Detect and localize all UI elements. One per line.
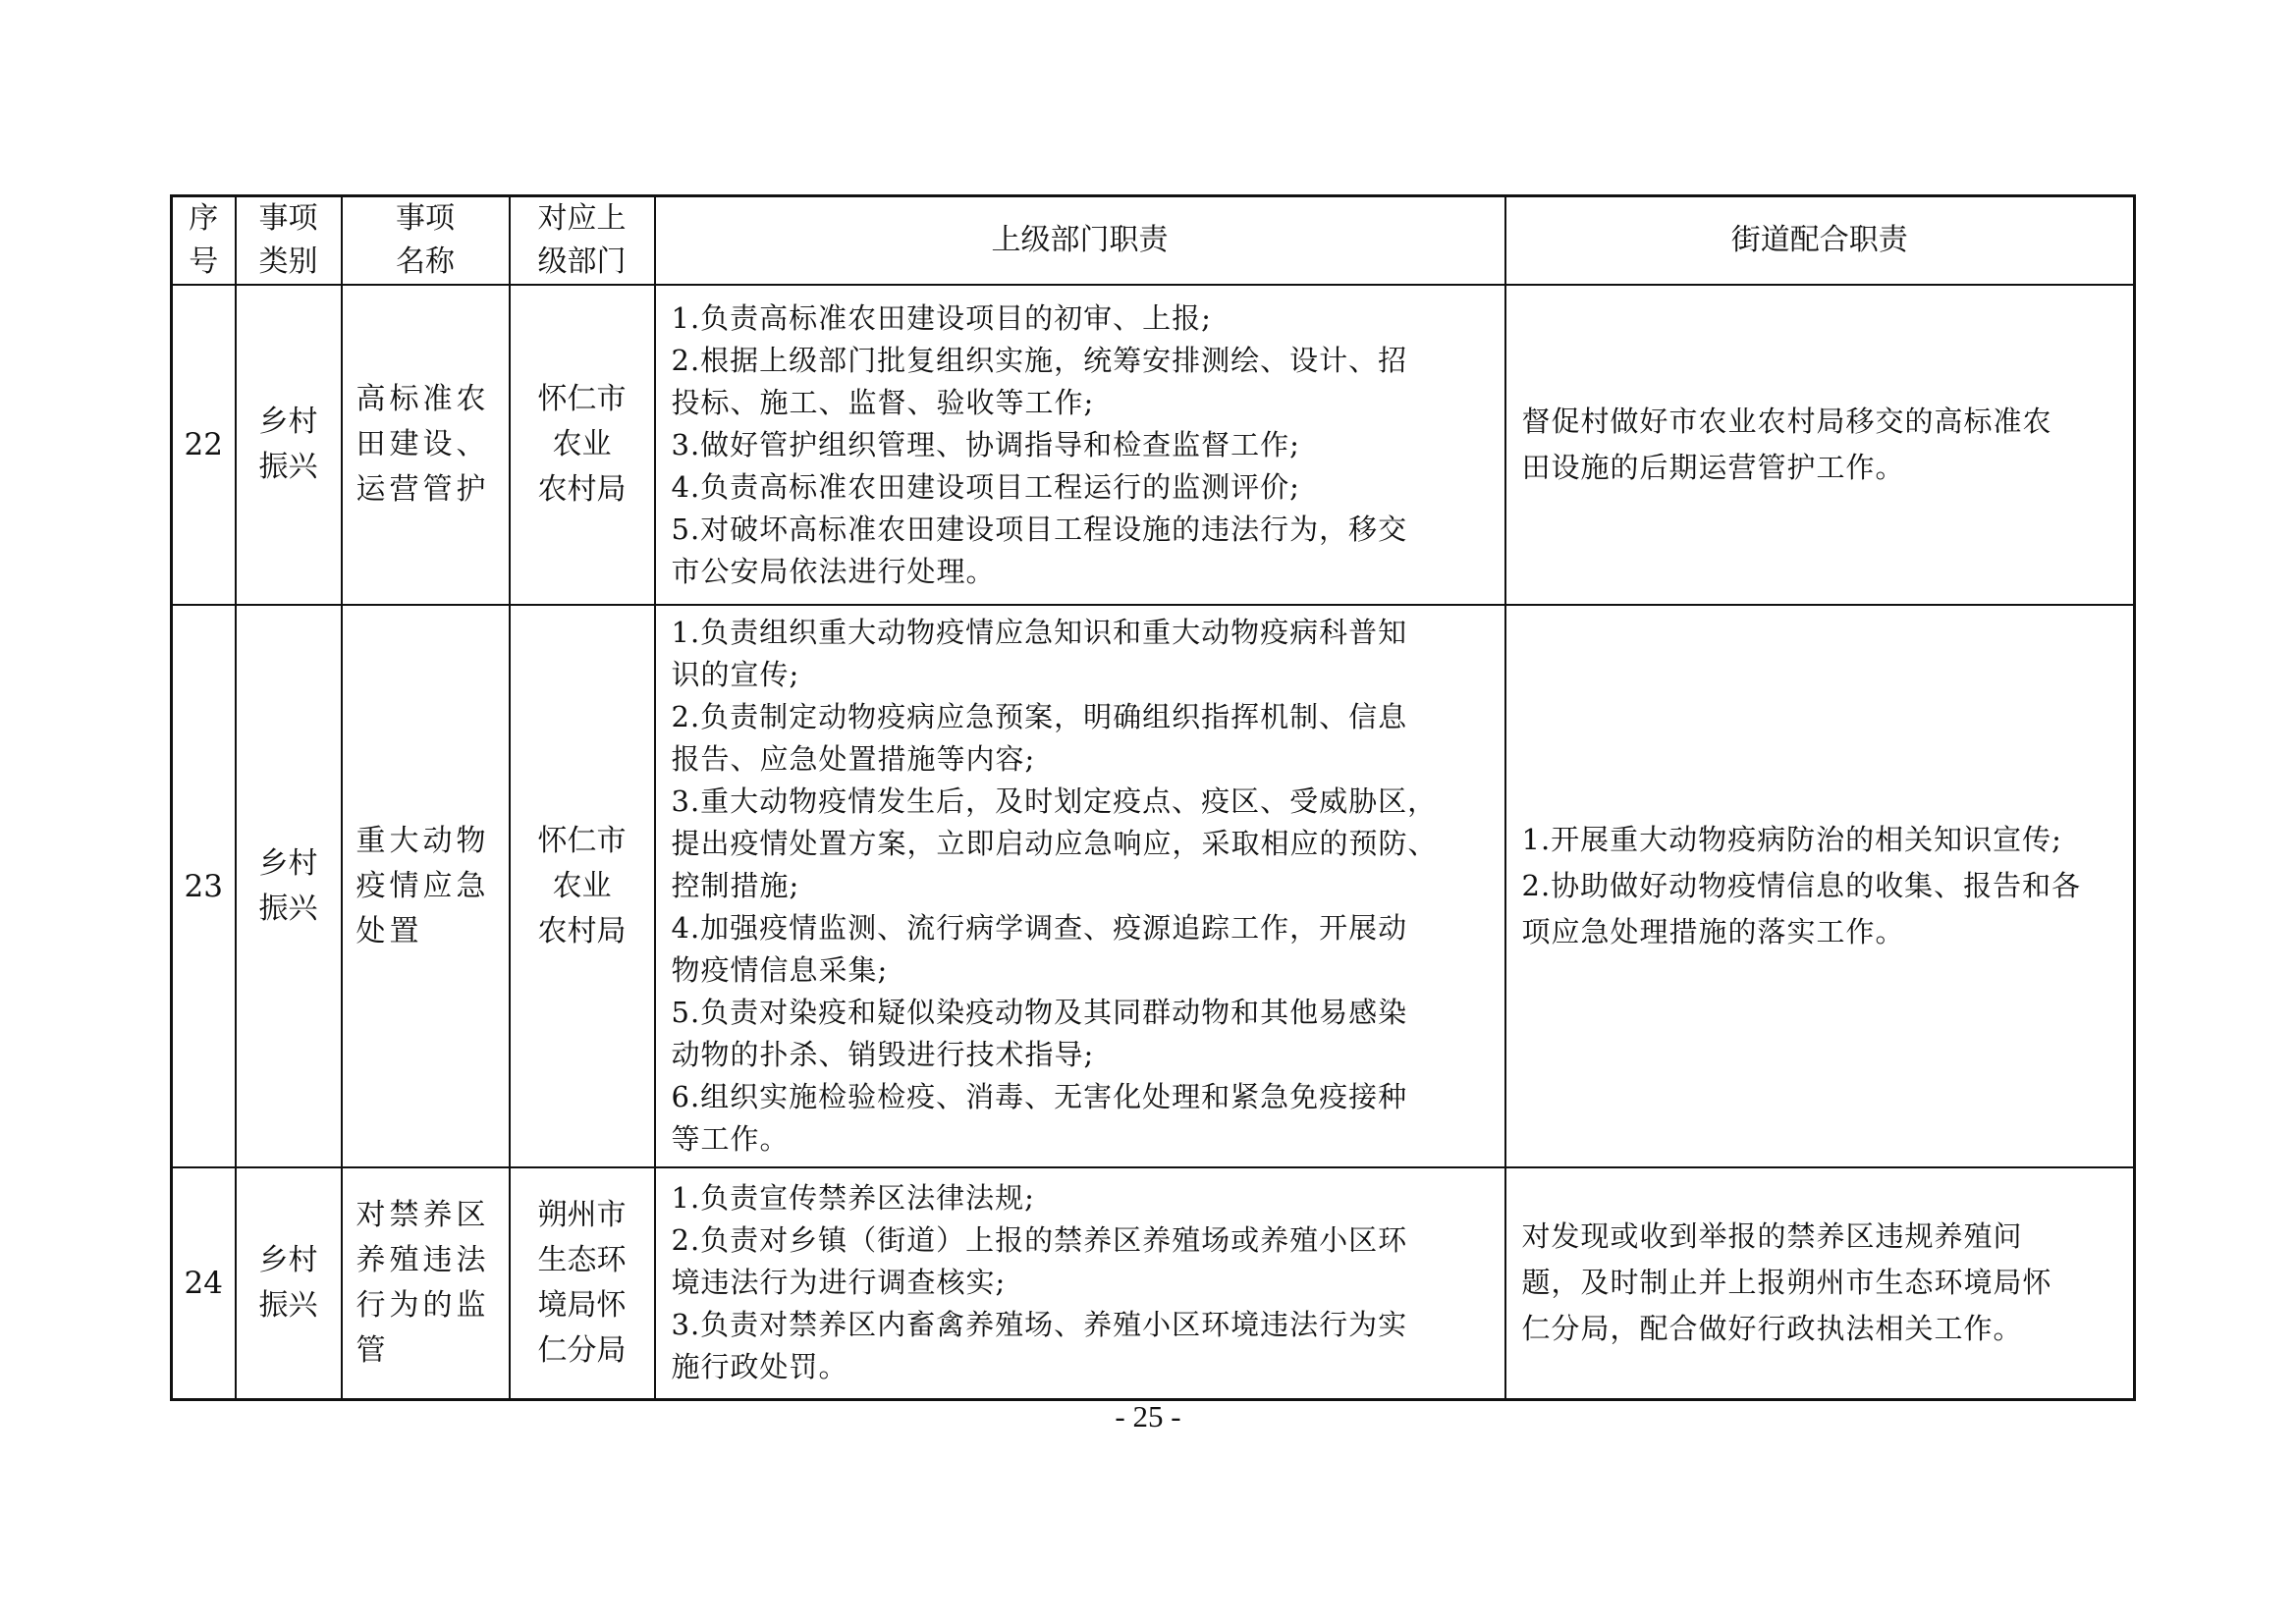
- row-street-duty: 1.开展重大动物疫病防治的相关知识宣传; 2.协助做好动物疫情信息的收集、报告和各 项应急处理措施的落实工作。: [1505, 605, 2135, 1167]
- row-dept: 朔州市 生态环 境局怀 仁分局: [510, 1167, 655, 1399]
- header-seq: 序 号: [172, 196, 236, 286]
- row-category: 乡村 振兴: [236, 285, 342, 605]
- row-seq: 22: [172, 285, 236, 605]
- header-street-duty: 街道配合职责: [1505, 196, 2135, 286]
- row-seq: 23: [172, 605, 236, 1167]
- header-category: 事项 类别: [236, 196, 342, 286]
- row-name: 对禁养区 养殖违法 行为的监 管: [342, 1167, 510, 1399]
- row-dept: 怀仁市 农业 农村局: [510, 605, 655, 1167]
- row-street-duty: 督促村做好市农业农村局移交的高标准农 田设施的后期运营管护工作。: [1505, 285, 2135, 605]
- row-seq: 24: [172, 1167, 236, 1399]
- row-upper-duty: 1.负责组织重大动物疫情应急知识和重大动物疫病科普知 识的宣传; 2.负责制定动物疫病应急预案，明确组织指挥机制、信息 报告、应急处置措施等内容; 3.重大动物疫情发生后，及时划定疫点、疫区、受威胁区， 提出疫情处置方案，立即启动应急响应，采取相应的预防、 控制措施; 4.加强疫情监测、流行病学调查、疫源追踪工作，开展动 物疫情信息采集; 5.负责对染疫和疑似染疫动物及其同群动物和其他易感染 动物的扑杀、销毁进行技术指导; 6.组织实施检验检疫、消毒、无害化处理和紧急免疫接种 等工作。: [655, 605, 1505, 1167]
- row-category: 乡村 振兴: [236, 605, 342, 1167]
- table-row: [172, 285, 2135, 605]
- header-upper-duty: 上级部门职责: [655, 196, 1505, 286]
- table-row: [172, 605, 2135, 1167]
- header-name: 事项 名称: [342, 196, 510, 286]
- row-street-duty: 对发现或收到举报的禁养区违规养殖问 题，及时制止并上报朔州市生态环境局怀 仁分局，配合做好行政执法相关工作。: [1505, 1167, 2135, 1399]
- responsibility-table: [170, 194, 2136, 1401]
- header-row: [172, 196, 2135, 286]
- row-dept: 怀仁市 农业 农村局: [510, 285, 655, 605]
- page-number: - 25 -: [1115, 1399, 1181, 1434]
- row-upper-duty: 1.负责宣传禁养区法律法规; 2.负责对乡镇（街道）上报的禁养区养殖场或养殖小区环 境违法行为进行调查核实; 3.负责对禁养区内畜禽养殖场、养殖小区环境违法行为实 施行政处罚。: [655, 1167, 1505, 1399]
- table-row: [172, 1167, 2135, 1399]
- header-dept: 对应上 级部门: [510, 196, 655, 286]
- row-name: 重大动物 疫情应急 处置: [342, 605, 510, 1167]
- row-name: 高标准农 田建设、 运营管护: [342, 285, 510, 605]
- row-category: 乡村 振兴: [236, 1167, 342, 1399]
- row-upper-duty: 1.负责高标准农田建设项目的初审、上报; 2.根据上级部门批复组织实施，统筹安排测绘、设计、招 投标、施工、监督、验收等工作; 3.做好管护组织管理、协调指导和检查监督工作; 4.负责高标准农田建设项目工程运行的监测评价; 5.对破坏高标准农田建设项目工程设施的违法行为，移交 市公安局依法进行处理。: [655, 285, 1505, 605]
